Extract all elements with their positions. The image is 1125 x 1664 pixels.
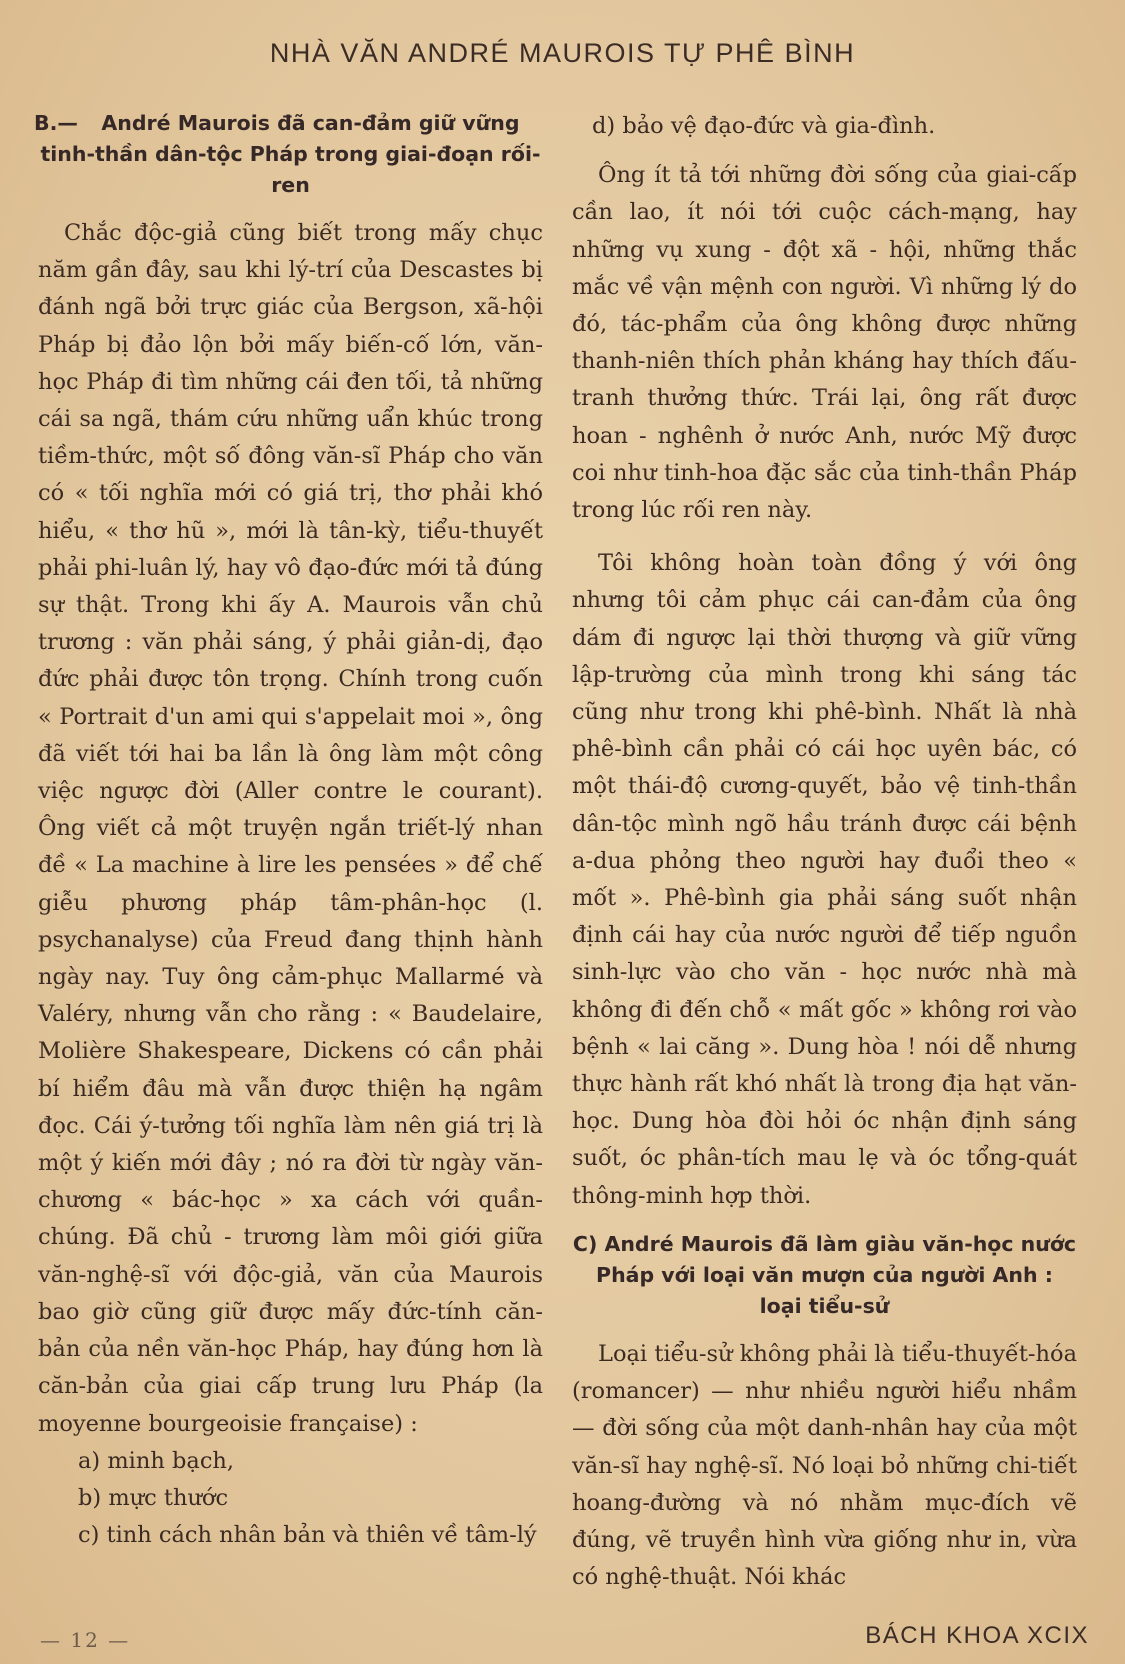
list-item-c: c) tinh cách nhân bản và thiên về tâm-lý [78,1522,537,1549]
left-column [34,108,543,1554]
magazine-issue: BÁCH KHOA XCIX [865,1622,1089,1649]
page-number: — 12 — [40,1628,131,1652]
paragraph-courage: Tôi không hoàn toàn đồng ý với ông nhưng tôi cảm phục cái can-đảm của ông dám đi ngược lại thời thượng và giữ vững lập-trường của mình trong khi sáng tác cũng như trong khi phê-bình. Nhất là nhà phê-bình cần phải có cái học uyên bác, có một thái-độ cương-quyết, bảo vệ tinh-thần dân-tộc mình ngõ hầu tránh được cái bệnh a-dua phỏng theo người hay đuổi theo « mốt ». Phê-bình gia phải sáng suốt nhận định cái hay của nước người để tiếp nguồn sinh-lực vào cho văn - học nước nhà mà không đi đến chỗ « mất gốc » không rơi vào bệnh « lai căng ». Dung hòa ! nói dễ nhưng thực hành rất khó nhất là trong địa hạt văn-học. Dung hòa đòi hỏi óc nhận định sáng suốt, óc phân-tích mau lẹ và óc tổng-quát thông-minh hợp thời. [572,550,1077,1209]
list-item-a: a) minh bạch, [78,1447,235,1474]
paragraph-descartes: Chắc độc-giả cũng biết trong mấy chục năm gần đây, sau khi lý-trí của Descastes bị đánh ngã bởi trực giác của Bergson, xã-hội Pháp bị đảo lộn bởi mấy biến-cố lớn, văn-học Pháp đi tìm những cái đen tối, tả những cái sa ngã, thám cứu những uẩn khúc trong tiềm-thức, một số đông văn-sĩ Pháp cho văn có « tối nghĩa mới có giá trị, thơ phải khó hiểu, « thơ hũ », mới là tân-kỳ, tiểu-thuyết phải phi-luân lý, hay vô đạo-đức mới tả đúng sự thật. Trong khi ấy A. Maurois vẫn chủ trương : văn phải sáng, ý phải giản-dị, đạo đức phải được tôn trọng. Chính trong cuốn « Portrait d'un ami qui s'appelait moi », ông đã viết tới hai ba lần là ông làm một công việc ngược đời (Aller contre le courant). Ông viết cả một truyện ngắn triết-lý nhan đề « La machine à lire les pensées » để chế giễu phương pháp tâm-phân-học (l. psychanalyse) của Freud đang thịnh hành ngày nay. Tuy ông cảm-phục Mallarmé và Valéry, nhưng vẫn cho rằng : « Baudelaire, Molière Shakespeare, Dickens có cần phải bí hiểm đâu mà vẫn được thiện hạ ngâm đọc. Cái ý-tưởng tối nghĩa làm nên giá trị là một ý kiến mới đây ; nó ra đời từ ngày văn-chương « bác-học » xa cách với quần-chúng. Đã chủ - trương làm môi giới giữa văn-nghệ-sĩ với độc-giả, văn của Maurois bao giờ cũng giữ được mấy đức-tính căn-bản của nền văn-học Pháp, hay đúng hơn là căn-bản của giai cấp trung lưu Pháp (la moyenne bourgeoisie française) : [38,220,543,1437]
list-item-b: b) mực thước [78,1484,229,1511]
section-b-heading-text: André Maurois đã can-đảm giữ vững tinh-thần dân-tộc Pháp trong giai-đoạn rối-ren [40,111,541,197]
section-c-heading: C) André Maurois đã làm giàu văn-học nước Pháp với loại văn mượn của người Anh : loại tiểu-sử [572,1231,1077,1318]
section-b-heading [34,108,543,201]
paragraph-biography: Loại tiểu-sử không phải là tiểu-thuyết-hóa (romancer) — như nhiều người hiểu nhầm — đời sống của một danh-nhân hay của một văn-sĩ hay nghệ-sĩ. Nó loại bỏ những chi-tiết hoang-đường và nó nhằm mục-đích vẽ đúng, vẽ truyền hình vừa giống như in, vừa có nghệ-thuật. Nói khác [572,1340,1077,1591]
right-column [572,108,1077,1596]
page-header-title: NHÀ VĂN ANDRÉ MAUROIS TỰ PHÊ BÌNH [269,38,856,68]
paragraph-working-class: Ông ít tả tới những đời sống của giai-cấp cần lao, ít nói tới cuộc cách-mạng, hay những vụ xung - đột xã - hội, những thắc mắc về vận mệnh con người. Vì những lý do đó, tác-phẩm của ông không được những thanh-niên thích phản kháng hay thích đấu-tranh thưởng thức. Trái lại, ông rất được hoan - nghênh ở nước Anh, nước Mỹ được coi như tinh-hoa đặc sắc của tinh-thần Pháp trong lúc rối ren này. [572,162,1077,524]
list-item-d: d) bảo vệ đạo-đức và gia-đình. [592,113,936,139]
section-b-number: B.— [34,111,78,135]
